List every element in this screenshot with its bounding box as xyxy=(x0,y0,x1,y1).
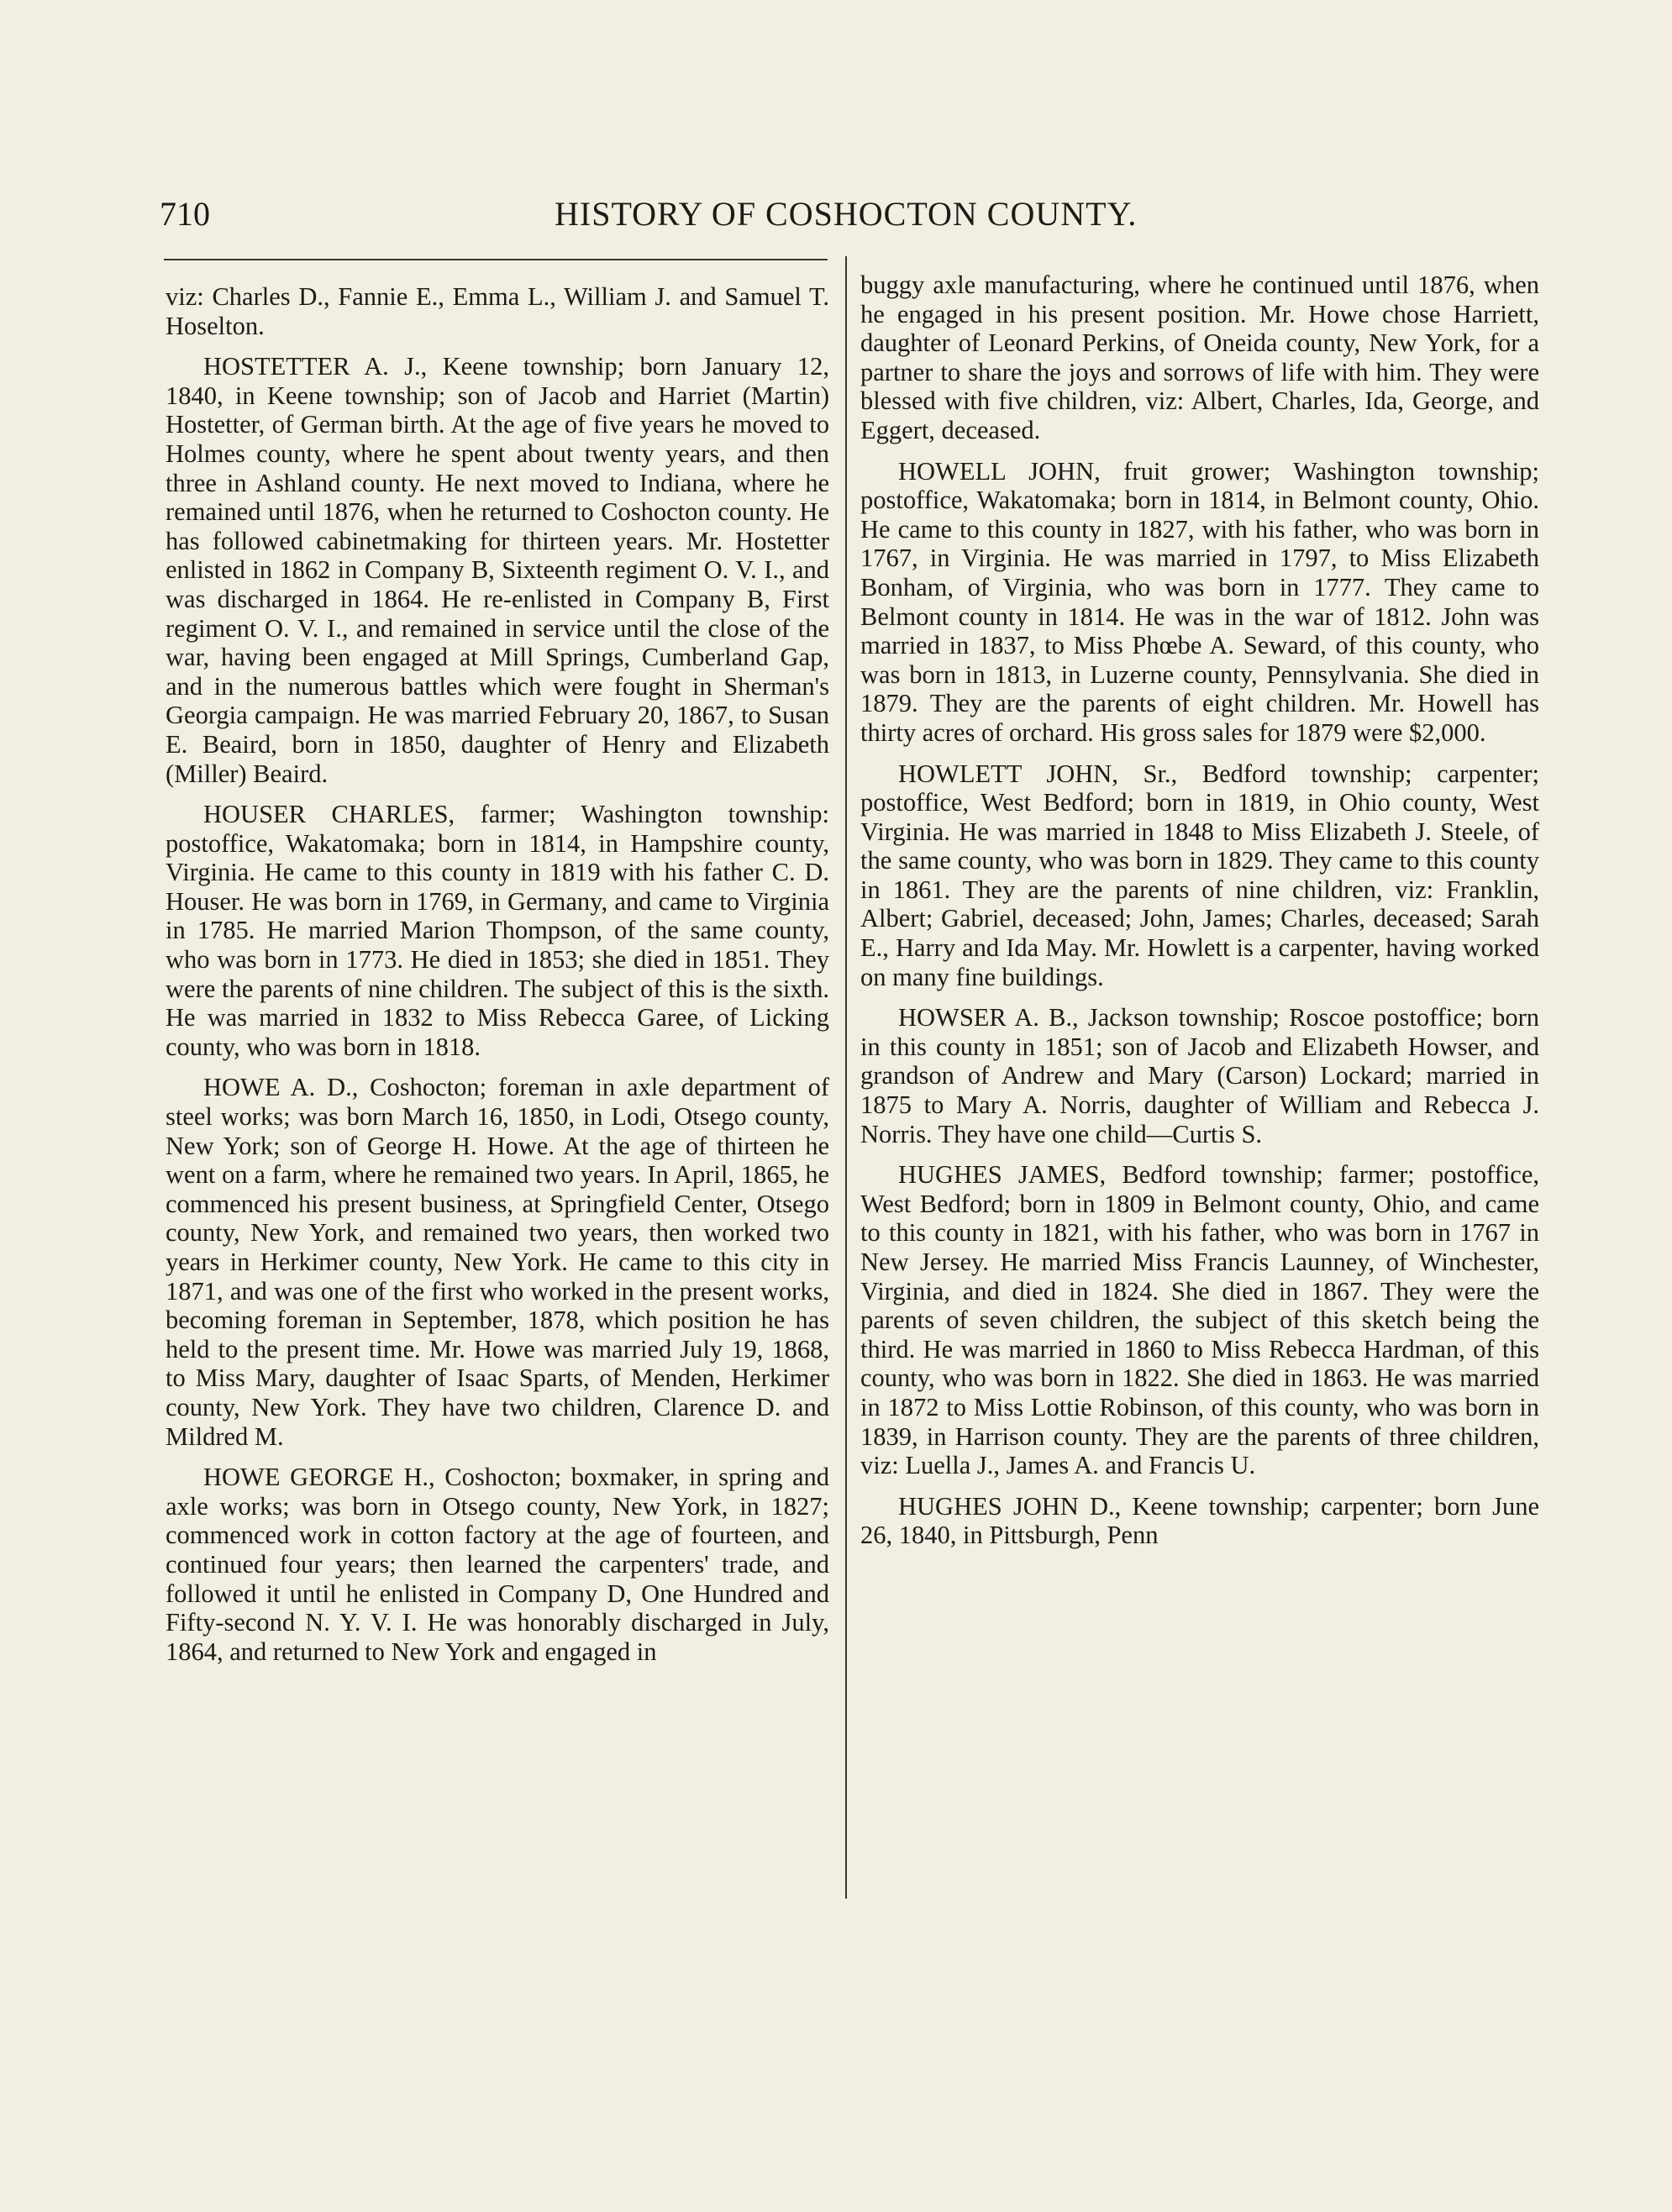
entry-houser: HOUSER CHARLES, farmer; Washington township: postoffice, Wakatomaka; born in 1814, in Hampshire county, Virginia. He came to this county in 1819 with his father C. D. Houser. He was born in 1769, in Germany, and came to Virginia in 1785. He married Marion Thompson, of the same county, who was born in 1773. He died in 1853; she died in 1851. They were the parents of nine children. The subject of this is the sixth. He was married in 1832 to Miss Rebecca Garee, of Licking county, who was born in 1818. xyxy=(166,800,829,1061)
right-column xyxy=(860,271,1539,1562)
entry-howser: HOWSER A. B., Jackson township; Roscoe postoffice; born in this county in 1851; son of Jacob and Elizabeth Howser, and grandson of Andrew and Mary (Carson) Lockard; married in 1875 to Mary A. Norris, daughter of William and Rebecca J. Norris. They have one child—Curtis S. xyxy=(860,1003,1539,1148)
paragraph-continuation: viz: Charles D., Fannie E., Emma L., William J. and Samuel T. Hoselton. xyxy=(166,282,829,340)
page-number: 710 xyxy=(160,195,210,233)
entry-hostetter: HOSTETTER A. J., Keene township; born January 12, 1840, in Keene township; son of Jacob and Harriet (Martin) Hostetter, of German birth. At the age of five years he moved to Holmes county, where he spent about twenty years, and then three in Ashland county. He next moved to Indiana, where he remained until 1876, when he returned to Coshocton county. He has followed cabinetmaking for thirteen years. Mr. Hostetter enlisted in 1862 in Company B, Sixteenth regiment O. V. I., and was discharged in 1864. He re-enlisted in Company B, First regiment O. V. I., and remained in service until the close of the war, having been engaged at Mill Springs, Cumberland Gap, and in the numerous battles which were fought in Sherman's Georgia campaign. He was married February 20, 1867, to Susan E. Beaird, born in 1850, daughter of Henry and Elizabeth (Miller) Beaird. xyxy=(166,352,829,788)
paragraph-continuation: buggy axle manufacturing, where he continued until 1876, when he engaged in his present position. Mr. Howe chose Harriett, daughter of Leonard Perkins, of Oneida county, New York, for a partner to share the joys and sorrows of life with him. They were blessed with five children, viz: Albert, Charles, Ida, George, and Eggert, deceased. xyxy=(860,271,1539,444)
entry-howell: HOWELL JOHN, fruit grower; Washington township; postoffice, Wakatomaka; born in 1814, in Belmont county, Ohio. He came to this county in 1827, with his father, who was born in 1767, in Virginia. He was married in 1797, to Miss Elizabeth Bonham, of Virginia, who was born in 1777. They came to Belmont county in 1814. He was in the war of 1812. John was married in 1837, to Miss Phœbe A. Seward, of this county, who was born in 1813, in Luzerne county, Pennsylvania. She died in 1879. They are the parents of eight children. Mr. Howell has thirty acres of orchard. His gross sales for 1879 were $2,000. xyxy=(860,456,1539,747)
entry-hughes-james: HUGHES JAMES, Bedford township; farmer; postoffice, West Bedford; born in 1809 in Belmont county, Ohio, and came to this county in 1821, with his father, who was born in 1767 in New Jersey. He married Miss Francis Launney, of Winchester, Virginia, and died in 1824. She died in 1867. They were the parents of seven children, the subject of this sketch being the third. He was married in 1860 to Miss Rebecca Hardman, of this county, who was born in 1822. She died in 1863. He was married in 1872 to Miss Lottie Robinson, of this county, who was born in 1839, in Harrison county. They are the parents of three children, viz: Luella J., James A. and Francis U. xyxy=(860,1160,1539,1480)
page-header xyxy=(160,189,1538,239)
entry-howlett: HOWLETT JOHN, Sr., Bedford township; carpenter; postoffice, West Bedford; born in 1819, in Ohio county, West Virginia. He was married in 1848 to Miss Elizabeth J. Steele, of the same county, who was born in 1829. They came to this county in 1861. They are the parents of nine children, viz: Franklin, Albert; Gabriel, deceased; John, James; Charles, deceased; Sarah E., Harry and Ida May. Mr. Howlett is a carpenter, having worked on many fine buildings. xyxy=(860,759,1539,991)
column-divider xyxy=(845,256,847,1899)
entry-howe-ad: HOWE A. D., Coshocton; foreman in axle department of steel works; was born March 16, 1850, in Lodi, Otsego county, New York; son of George H. Howe. At the age of thirteen he went on a farm, where he remained two years. In April, 1865, he commenced his present business, at Springfield Center, Otsego county, New York, and remained two years, then worked two years in Herkimer county, New York. He came to this city in 1871, and was one of the first who worked in the present works, becoming foreman in September, 1878, which position he has held to the present time. Mr. Howe was married July 19, 1868, to Miss Mary, daughter of Isaac Sparts, of Menden, Herkimer county, New York. They have two children, Clarence D. and Mildred M. xyxy=(166,1073,829,1451)
entry-howe-george: HOWE GEORGE H., Coshocton; boxmaker, in spring and axle works; was born in Otsego county, New York, in 1827; commenced work in cotton factory at the age of fourteen, and continued four years; then learned the carpenters' trade, and followed it until he enlisted in Company D, One Hundred and Fifty-second N. Y. V. I. He was honorably discharged in July, 1864, and returned to New York and engaged in xyxy=(166,1463,829,1666)
header-rule xyxy=(164,259,828,260)
running-title: HISTORY OF COSHOCTON COUNTY. xyxy=(555,195,1138,233)
entry-hughes-john: HUGHES JOHN D., Keene township; carpenter; born June 26, 1840, in Pittsburgh, Penn xyxy=(860,1491,1539,1550)
left-column xyxy=(166,282,829,1678)
